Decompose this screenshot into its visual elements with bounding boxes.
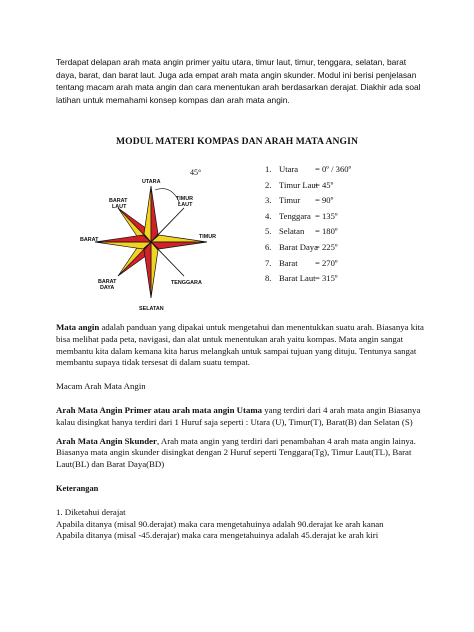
skunder-definition: , Arah mata angin yang terdiri dari penambahan 4 arah mata angin lainya. Biasanya mata angin skunder disingkat dengan 2 Huruf seperti Tenggara(Tg), Timur Laut(TL), Barat Laut(BL) dan Barat Daya(BD)	[56, 435, 416, 470]
primer-term: Arah Mata Angin Primer atau arah mata angin Utama	[56, 404, 263, 415]
direction-degree-list	[265, 164, 435, 289]
figure-title: MODUL MATERI KOMPAS DAN ARAH MATA ANGIN	[116, 136, 358, 147]
direction-number: 3.	[265, 195, 272, 206]
direction-degree: = 180º	[315, 226, 338, 237]
compass-point-e-shade	[151, 242, 207, 249]
direction-row	[265, 258, 435, 274]
direction-name: Selatan	[279, 226, 305, 237]
direction-name: Barat Daya	[279, 241, 318, 252]
label-northeast-2: LAUT	[178, 202, 193, 208]
direction-number: 2.	[265, 179, 272, 190]
direction-row	[265, 164, 435, 180]
skunder-paragraph	[56, 436, 428, 471]
section-heading-macam: Macam Arah Mata Angin	[56, 381, 146, 392]
direction-number: 6.	[265, 241, 272, 252]
direction-number: 1.	[265, 164, 272, 174]
label-southeast: TENGGARA	[171, 280, 202, 286]
mata-angin-definition: adalah panduan yang dipakai untuk mengetahui dan menentukkan suatu arah. Biasanya kita bisa melihat pada peta, navigasi, dan alat untuk menentukan arah yaitu kompas. Mata angin sangat membantu kita dalam kemana kita harus melangkah untuk sampai tujuan yang dituju. Tentunya sangat membantu supaya tidak tersesat di dalam suatu tempat.	[56, 322, 424, 368]
document-body	[56, 322, 428, 542]
mata-angin-term: Mata angin	[56, 322, 100, 332]
direction-number: 5.	[265, 226, 272, 237]
label-south: SELATAN	[139, 306, 164, 312]
label-southwest-2: DAYA	[100, 285, 115, 291]
compass-point-n	[144, 186, 151, 242]
direction-name: Barat	[279, 257, 298, 268]
label-north: UTARA	[142, 179, 161, 185]
label-west: BARAT	[80, 237, 99, 243]
direction-degree: = 225º	[315, 241, 338, 252]
direction-degree: = 135º	[315, 210, 338, 221]
mata-angin-paragraph	[56, 322, 428, 369]
label-northwest-2: LAUT	[112, 204, 127, 210]
direction-name: Timur	[279, 195, 301, 206]
skunder-term: Arah Mata Angin Skunder	[56, 435, 157, 446]
direction-degree: = 90º	[315, 195, 334, 206]
section-heading-keterangan: Keterangan	[56, 483, 99, 493]
direction-name: Barat Laut	[279, 273, 316, 284]
direction-degree: = 0º / 360º	[315, 164, 352, 174]
direction-row	[265, 226, 435, 242]
keterangan-line-a: Apabila ditanya (misal 90.derajat) maka cara mengetahuinya adalah 90.derajat ke arah kanan	[56, 518, 384, 529]
direction-degree: = 270º	[315, 257, 338, 268]
intro-paragraph: Terdapat delapan arah mata angin primer yaitu utara, timur laut, timur, tenggara, selatan, barat daya, barat, dan barat laut. Juga ada empat arah mata angin skunder. Modul ini berisi penjelasan tentang macam arah mata angin dan cara menentukan arah berdasarkan derajat. Diakhir ada soal latihan untuk memahami konsep kompas dan arah mata angin.	[56, 57, 421, 105]
label-southwest-1: BARAT	[98, 279, 117, 285]
direction-row	[265, 195, 435, 211]
primer-paragraph	[56, 405, 428, 429]
compass-point-n-shade	[151, 186, 158, 242]
label-northeast-1: TIMUR	[176, 196, 194, 202]
compass-point-w-shade	[95, 235, 151, 242]
keterangan-item-1: 1. Diketahui derajat	[56, 506, 126, 517]
direction-name: Utara	[279, 164, 299, 174]
compass-point-w	[95, 242, 151, 249]
direction-number: 8.	[265, 273, 272, 284]
compass-rose-illustration	[76, 164, 226, 324]
direction-name: Timur Laut	[279, 179, 319, 190]
direction-degree: = 315º	[315, 273, 338, 284]
direction-number: 7.	[265, 257, 272, 268]
direction-row	[265, 211, 435, 227]
primer-definition: yang terdiri dari 4 arah mata angin Biasanya kalau disingkat hanya terdiri dari 1 Huruf saja seperti : Utara (U), Timur(T), Barat(B) dan Selatan (S)	[56, 404, 421, 427]
label-northwest-1: BARAT	[109, 198, 128, 204]
direction-row	[265, 273, 435, 289]
keterangan-line-b: Apabila ditanya (misal -45.derajar) maka cara mengetahuinya adalah 45.derajat ke arah kiri	[56, 530, 379, 541]
compass-point-s-shade	[144, 242, 151, 298]
direction-number: 4.	[265, 210, 272, 221]
degree-label: 45°	[190, 168, 202, 177]
direction-name: Tenggara	[279, 210, 311, 221]
label-east: TIMUR	[199, 234, 217, 240]
compass-point-s	[151, 242, 158, 298]
direction-degree: = 45º	[315, 179, 334, 190]
direction-row	[265, 242, 435, 258]
direction-row	[265, 180, 435, 196]
